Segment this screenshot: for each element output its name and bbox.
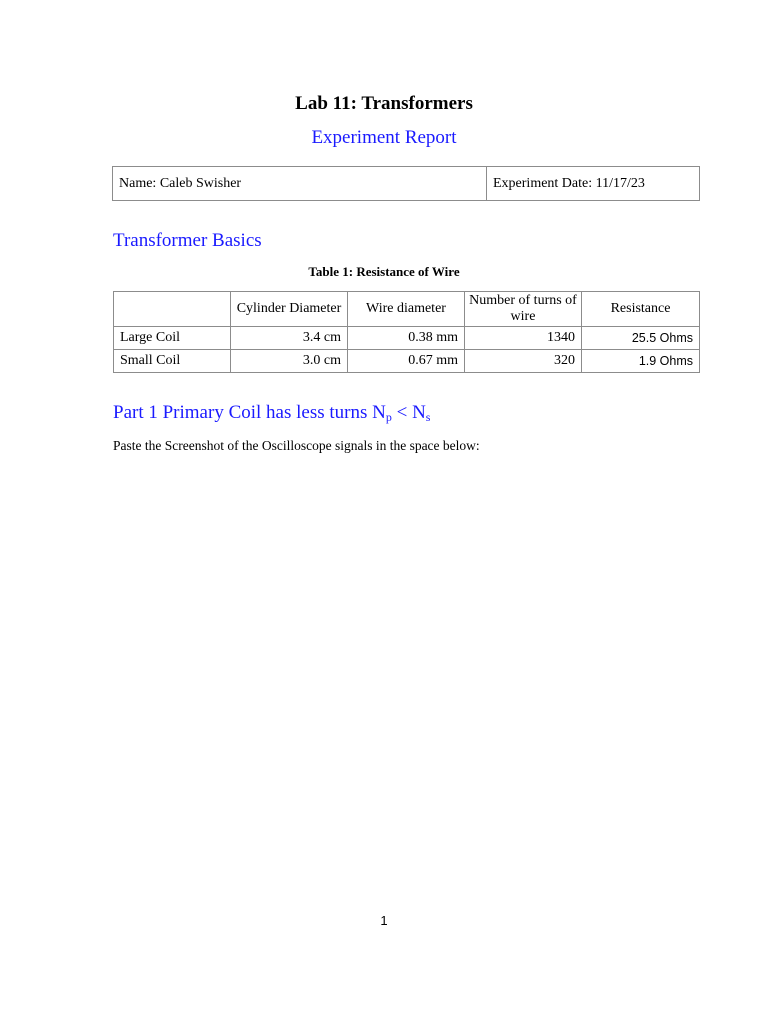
- page-title: Lab 11: Transformers: [295, 93, 473, 114]
- table-row: [114, 327, 700, 350]
- section-heading-transformer-basics: Transformer Basics: [113, 230, 262, 251]
- cell-number-of-turns: 1340: [465, 327, 582, 350]
- cell-cylinder-diameter: 3.4 cm: [231, 327, 348, 350]
- cell-number-of-turns: 320: [465, 350, 582, 373]
- table-caption: Table 1: Resistance of Wire: [308, 264, 460, 279]
- column-header-blank: [114, 292, 231, 327]
- page-subtitle: Experiment Report: [311, 127, 457, 148]
- part1-heading-mid: < N: [391, 402, 426, 423]
- wire-resistance-table: [113, 291, 700, 373]
- table-row: [114, 350, 700, 373]
- page-number: 1: [380, 913, 388, 928]
- cell-resistance: 1.9 Ohms: [582, 350, 700, 373]
- column-header-number-of-turns: Number of turns of wire: [465, 292, 582, 327]
- cell-cylinder-diameter: 3.0 cm: [231, 350, 348, 373]
- column-header-cylinder-diameter: Cylinder Diameter: [231, 292, 348, 327]
- name-cell: Name: Caleb Swisher: [113, 167, 487, 201]
- column-header-wire-diameter: Wire diameter: [348, 292, 465, 327]
- part1-heading-text: Part 1 Primary Coil has less turns N: [113, 402, 386, 423]
- date-cell: Experiment Date: 11/17/23: [487, 167, 700, 201]
- section-heading-part-1: [113, 402, 430, 425]
- row-label: Small Coil: [114, 350, 231, 373]
- table-header-row: [114, 292, 700, 327]
- subscript-s: s: [425, 410, 431, 424]
- table-row: [113, 167, 700, 201]
- cell-wire-diameter: 0.67 mm: [348, 350, 465, 373]
- subscript-p: p: [385, 410, 392, 424]
- cell-wire-diameter: 0.38 mm: [348, 327, 465, 350]
- info-table: [112, 166, 700, 201]
- row-label: Large Coil: [114, 327, 231, 350]
- instruction-text: Paste the Screenshot of the Oscilloscope signals in the space below:: [113, 438, 480, 453]
- column-header-resistance: Resistance: [582, 292, 700, 327]
- cell-resistance: 25.5 Ohms: [582, 327, 700, 350]
